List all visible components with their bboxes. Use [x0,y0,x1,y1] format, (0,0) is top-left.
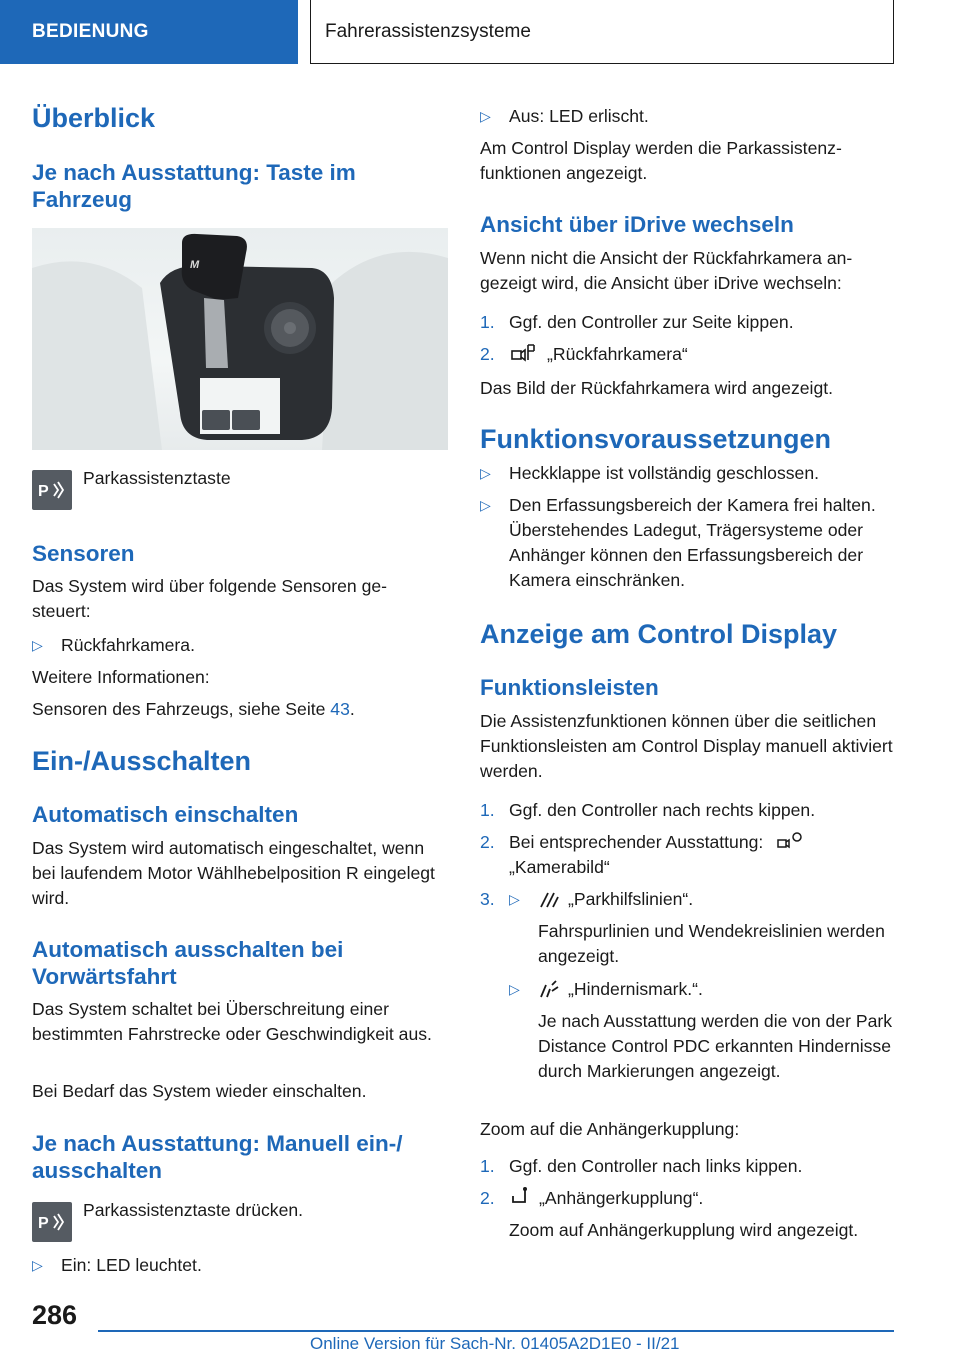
step-content [509,342,900,367]
parking-lines-icon [538,887,560,909]
step-number: 2. [480,344,495,364]
step-item [480,310,900,335]
list-item [32,633,448,658]
heading-requirements: Funktionsvoraussetzungen [480,424,832,454]
section-label: BEDIENUNG [32,21,149,42]
heading-auto-off: Automatisch ausschalten bei Vorwärtsfahrt [32,937,344,989]
step-content [509,830,900,880]
heading-auto-on: Automatisch einschalten [32,802,299,827]
idrive-result: Das Bild der Rückfahrkamera wird angezeigt. [480,378,834,398]
sensors-text: Das System wird über folgende Sensoren gesteuert: [32,576,387,621]
list-item-content [538,977,900,1002]
step-number: 1. [480,312,495,332]
list-item-text: Rückfahrkamera. [61,635,195,655]
idrive-text: Wenn nicht die Ansicht der Rückfahrkamera angezeigt wird, die Ansicht über iDrive wechseln: [480,248,853,293]
auto-off-text2: Bei Bedarf das System wieder einschalten. [32,1081,367,1101]
zoom-result: Zoom auf Anhängerkupplung wird angezeigt. [509,1220,859,1240]
section-tab [0,0,298,64]
step-item [480,798,900,823]
center-console-photo [32,228,448,450]
display-text: Am Control Display werden die Parkassistenzfunktionen angezeigt. [480,138,842,183]
rear-camera-icon [509,342,539,364]
page-link[interactable]: 43 [330,699,350,719]
chapter-label: Fahrerassistenzsysteme [325,20,531,42]
list-item [32,1253,448,1278]
sensors-reference [32,697,355,722]
manual-caption: Parkassistenztaste drücken. [83,1200,304,1220]
step-text: Ggf. den Controller nach links kippen. [509,1156,803,1176]
heading-bars: Funktionsleisten [480,675,659,700]
step-item [480,342,900,367]
heading-sensors: Sensoren [32,541,135,566]
list-item [480,461,900,486]
zoom-intro: Zoom auf die Anhängerkupplung: [480,1119,740,1139]
step-item [480,887,900,912]
step-text-2: „Kamerabild“ [509,857,610,877]
step-number: 1. [480,1156,495,1176]
bars-text: Die Assistenzfunktionen können über die seitlichen Funktionsleisten am Control Display manuell aktiviert werden. [480,711,893,781]
bullet-triangle-icon: ▷ [480,108,491,124]
footer-divider [98,1330,894,1332]
svg-text:P: P [38,483,49,500]
auto-off-text: Das System schaltet bei Überschreitung einer bestimmten Fahrstrecke oder Geschwindigkeit aus. [32,999,432,1044]
trailer-hitch-icon [509,1186,531,1208]
list-item-text: Den Erfassungsbereich der Kamera frei halten. Überstehendes Ladegut, Trägersysteme oder Anhänger können den Erfassungsbereich der Kamera einschränken. [509,495,876,590]
heading-button: Je nach Ausstattung: Taste im Fahrzeug [32,160,356,212]
camera-view-icon [774,830,804,852]
svg-text:M: M [190,259,200,271]
step-text: Ggf. den Controller nach rechts kippen. [509,800,816,820]
auto-on-text: Das System wird automatisch eingeschaltet, wenn bei laufendem Motor Wählhebelposition R eingelegt wird. [32,838,435,908]
list-item [480,104,900,129]
reference-text: Sensoren des Fahrzeugs, siehe Seite [32,699,331,719]
step-content [538,887,900,912]
step-number: 3. [480,889,495,909]
more-info: Weitere Informationen: [32,667,210,687]
list-item-text: Aus: LED erlischt. [509,106,649,126]
button-caption: Parkassistenztaste [83,468,231,488]
console-illustration [32,228,448,450]
bullet-triangle-icon: ▷ [480,497,491,513]
heading-overview: Überblick [32,103,156,133]
chapter-tab [310,0,894,64]
footer-version: Online Version für Sach-Nr. 01405A2D1E0 - II/21 [310,1334,680,1353]
parklines-desc: Fahrspurlinien und Wendekreislinien werden angezeigt. [538,921,885,966]
step-number: 1. [480,800,495,820]
parking-assist-button-icon [32,1202,72,1242]
bullet-triangle-icon: ▷ [480,465,491,481]
bullet-triangle-icon: ▷ [32,1257,43,1273]
step-number: 2. [480,832,495,852]
step-content [509,1186,900,1211]
obstacle-desc: Je nach Ausstattung werden die von der Park Distance Control PDC erkannten Hindernisse durch Markierungen angezeigt. [538,1011,893,1081]
step-text: „Rückfahrkamera“ [547,344,688,364]
heading-display: Anzeige am Control Display [480,619,838,649]
list-item [480,977,900,1002]
step-number: 2. [480,1188,495,1208]
step-text: Ggf. den Controller zur Seite kippen. [509,312,794,332]
list-item-text: Ein: LED leuchtet. [61,1255,202,1275]
heading-on-off: Ein-/Ausschalten [32,746,252,776]
parking-assist-button-icon [32,470,72,510]
bullet-triangle-icon: ▷ [509,981,520,997]
heading-idrive: Ansicht über iDrive wechseln [480,212,794,237]
heading-manual: Je nach Ausstattung: Manuell ein-/ ausschalten [32,1131,403,1183]
step-item [480,830,900,880]
step-item [480,1154,900,1179]
step-item [480,1186,900,1211]
svg-text:P: P [38,1215,49,1232]
step-text: „Parkhilfslinien“. [568,889,694,909]
list-item [480,493,900,593]
list-item-text: „Hindernismark.“. [568,979,703,999]
step-text: „Anhängerkupplung“. [539,1188,704,1208]
bullet-triangle-icon: ▷ [509,891,520,907]
page-number: 286 [32,1300,78,1330]
list-item-text: Heckklappe ist vollständig geschlossen. [509,463,820,483]
obstacle-marking-icon [538,977,560,999]
bullet-triangle-icon: ▷ [32,637,43,653]
step-text: Bei entsprechender Ausstattung: [509,832,764,852]
reference-end: . [349,699,355,719]
